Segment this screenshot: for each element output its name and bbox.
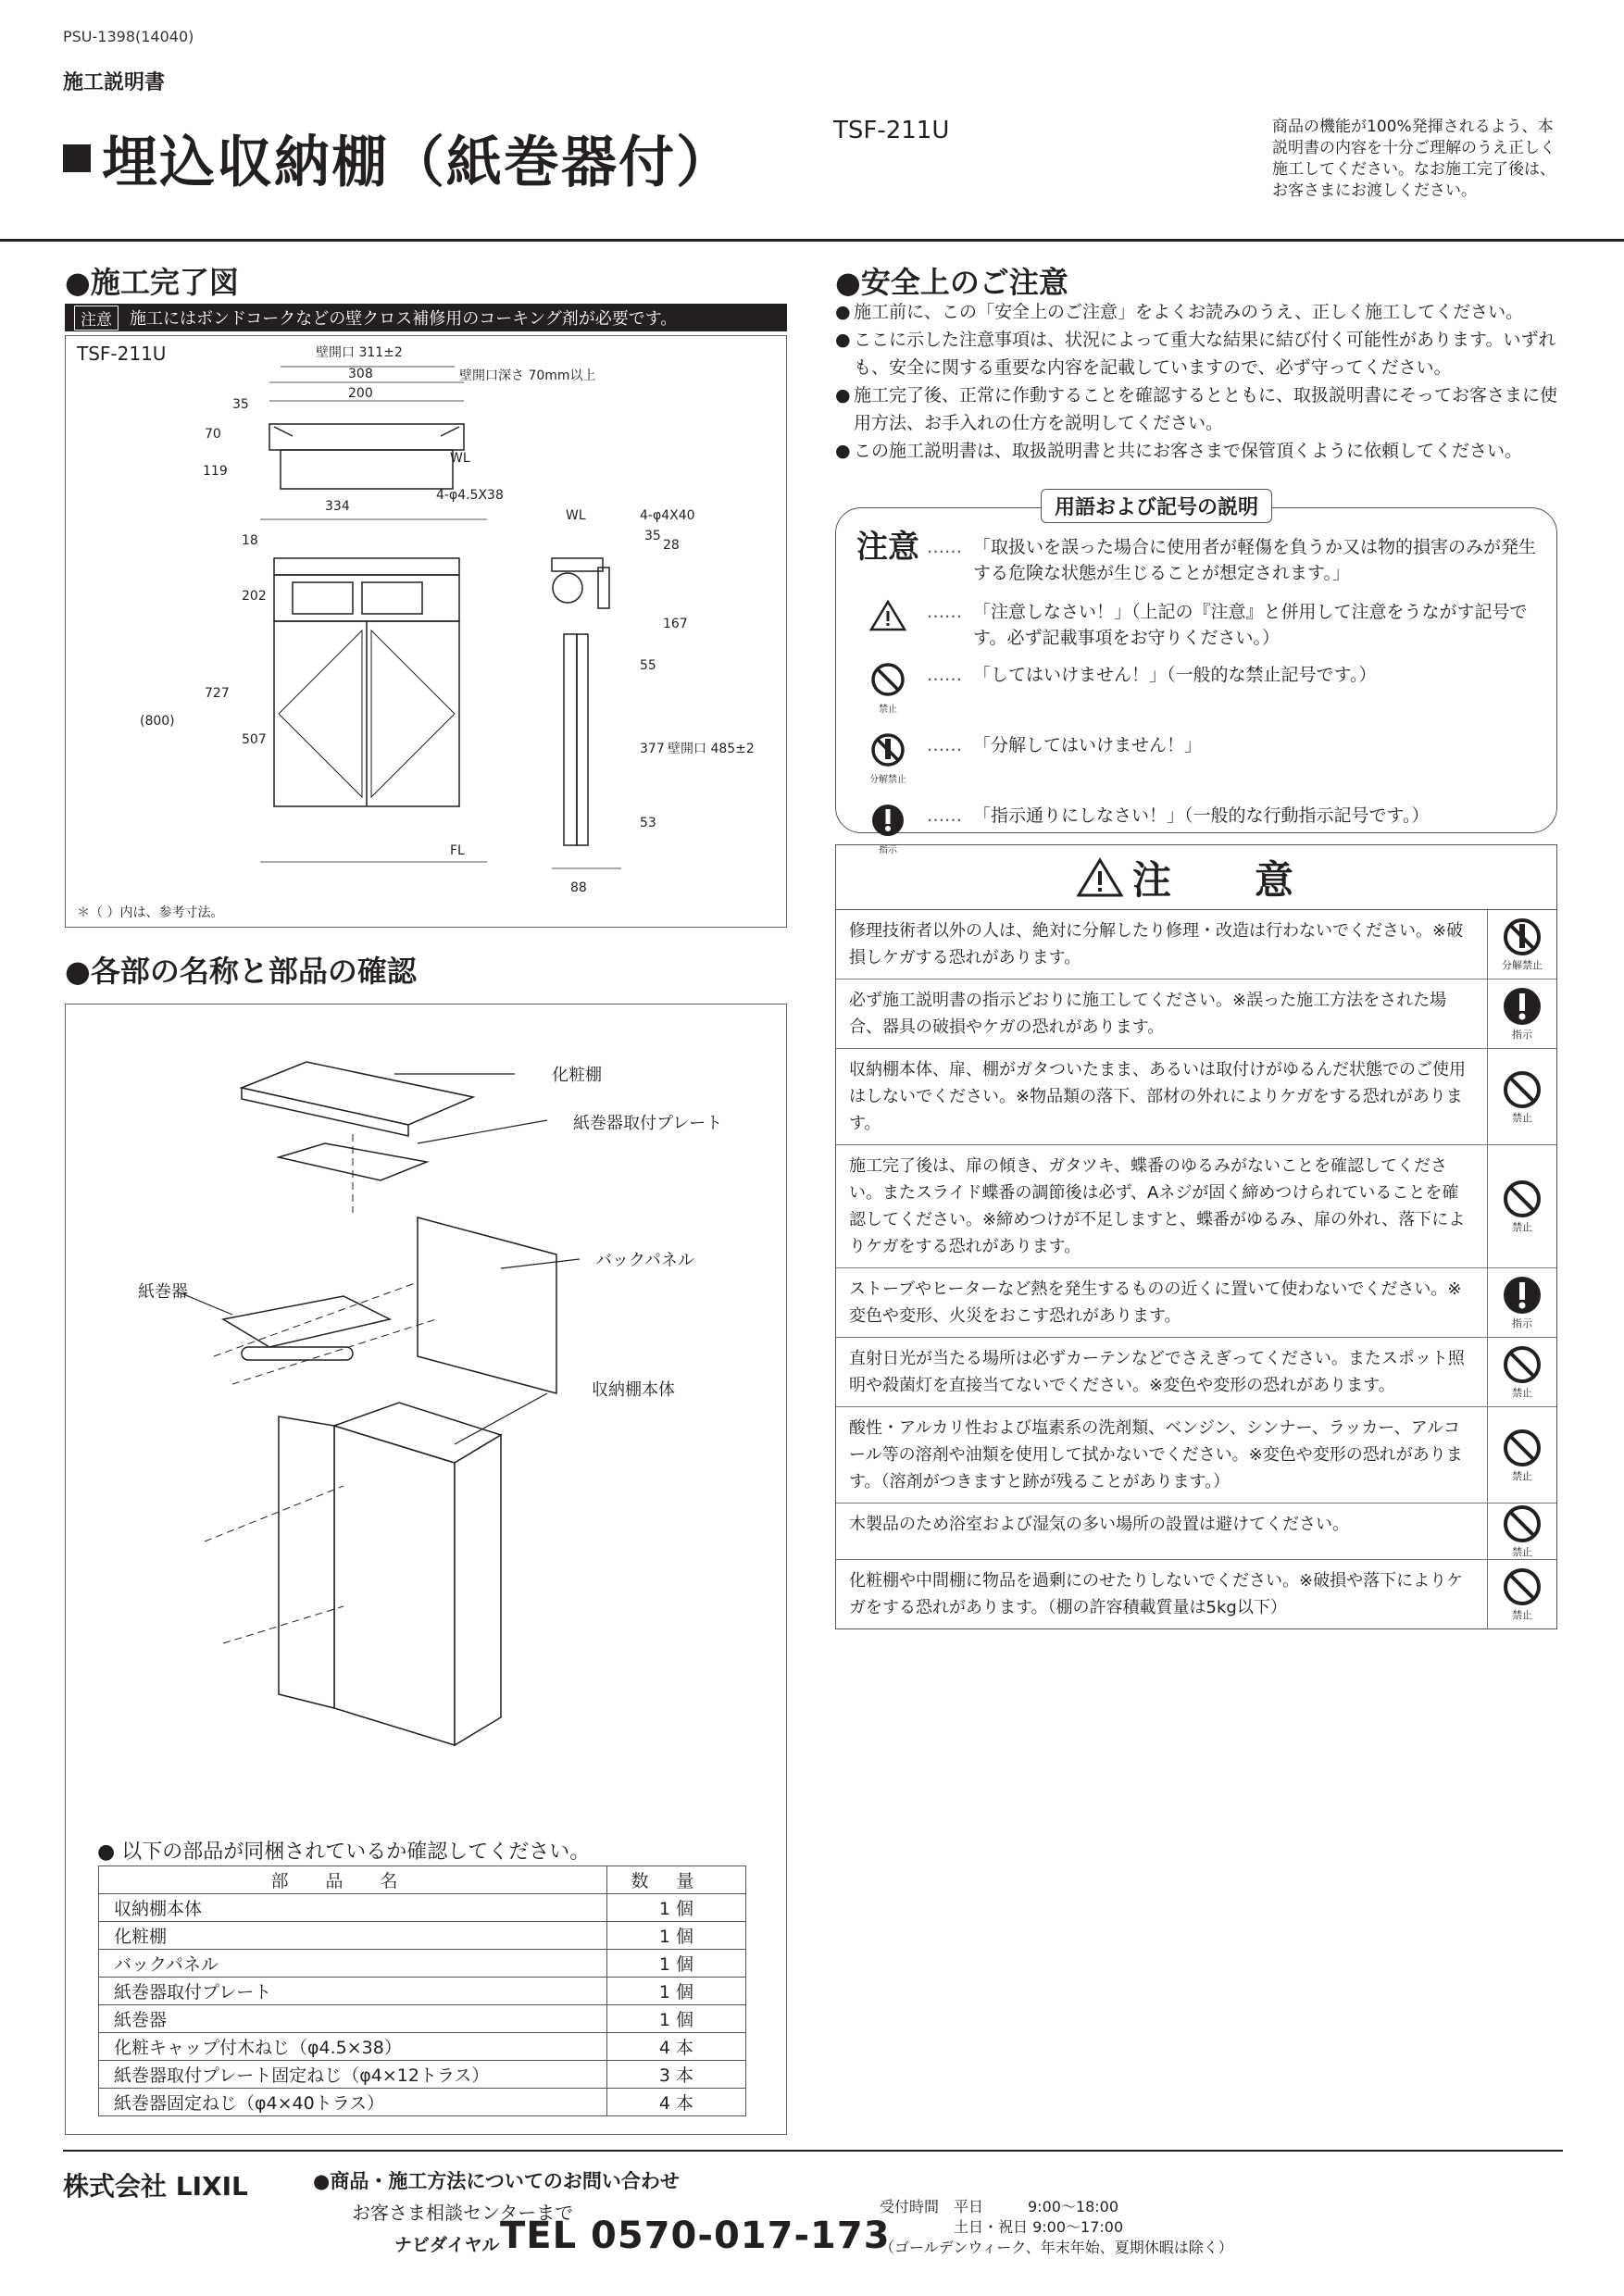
caution-row [836,1560,1556,1628]
safety-item-text: 施工前に、この「安全上のご注意」をよくお読みのうえ、正しく施工してください。 [854,302,1524,322]
hours-weekend: 土日・祝日 9:00～17:00 [954,2218,1124,2236]
part-qty: 1 個 [607,1894,746,1922]
caution-tag: 注意 [74,306,119,331]
term-row [849,529,1543,586]
holder-right [362,582,422,614]
part-qty: 1 個 [607,1950,746,1978]
caution-icon-label: 指示 [1512,1029,1532,1041]
part-qty: 4 本 [607,2033,746,2061]
parts-table-head [99,1866,746,1894]
header-rule [0,239,1624,242]
no-disassembly-icon [1488,910,1556,979]
caution-text: 化粧棚や中間棚に物品を過剰にのせたりしないでください。※破損や落下によりケガをする恐れがあります。（棚の許容積載質量は5kg以下） [836,1560,1488,1628]
caution-bar-text: 施工にはボンドコークなどの壁クロス補修用のコーキング剤が必要です。 [130,309,678,329]
table-row [99,2033,746,2061]
caution-icon-label: 禁止 [1512,1546,1532,1558]
no-disassembly-icon [849,732,927,793]
caution-text: 必ず施工説明書の指示どおりに施工してください。※誤った施工方法をされた場合、器具の破損やケガの恐れがあります。 [836,980,1488,1048]
caution-text: 収納棚本体、扉、棚がガタついたまま、あるいは取付けがゆるんだ状態でのご使用はしないでください。※物品類の落下、部材の外れによりケガをする恐れがあります。 [836,1049,1488,1144]
square-bullet-icon [63,144,91,172]
dim-screw-b: 4-φ4X40 [640,508,695,523]
table-row [99,1894,746,1922]
caution-text: ストーブやヒーターなど熱を発生するものの近くに置いて使わないでください。※変色や変形、火災をおこす恐れがあります。 [836,1268,1488,1337]
prohibit-label: 禁止 [879,705,897,715]
term-dots: …… [927,537,962,557]
label-plate: 紙巻器取付プレート [573,1114,723,1133]
part-name: バックパネル [99,1950,607,1978]
side-shelf [552,558,603,571]
section-title-safety: ●安全上のご注意 [835,265,1068,300]
tel-label: ナビダイヤル [394,2235,500,2255]
caution-row [836,1407,1556,1504]
side-roll [553,573,582,603]
dim-202: 202 [242,589,267,604]
terms-heading: 用語および記号の説明 [1041,489,1272,523]
dim-377: 377 [640,742,665,756]
caution-icon-label: 指示 [1512,1317,1532,1329]
term-text: 「取扱いを誤った場合に使用者が軽傷を負うか又は物的損害のみが発生する危険な状態が生じることが想定されます。」 [973,537,1537,583]
safety-item-text: 施工完了後、正常に作動することを確認するとともに、取扱説明書にそってお客さまに使用方法、お手入れの仕方を説明してください。 [854,385,1558,433]
caution-text: 修理技術者以外の人は、絶対に分解したり修理・改造は行わないでください。※破損しケガする恐れがあります。 [836,910,1488,979]
prohibit-icon [1488,1407,1556,1503]
terms-box [835,507,1557,855]
diagram-footnote: ＊（ ）内は、参考寸法。 [77,905,224,920]
model-number: TSF-211U [833,117,950,144]
prohibit-icon [1488,1560,1556,1628]
term-row [849,599,1543,651]
hours-weekday: 平日 9:00～18:00 [954,2198,1119,2215]
table-row [99,2005,746,2033]
dim-88: 88 [570,880,587,895]
footer-rule [63,2150,1563,2152]
col-quantity: 数量 [607,1866,746,1894]
dim-18: 18 [242,533,258,548]
term-text: 「分解してはいけません！」 [973,735,1203,755]
part-qty: 1 個 [607,1922,746,1950]
dim-wl2: WL [566,508,586,523]
dim-800: (800) [140,714,175,729]
intro-text: 商品の機能が100%発揮されるよう、本説明書の内容を十分ご理解のうえ正しく施工してください。なお施工完了後は、お客さまにお渡しください。 [1272,118,1555,200]
exploded-holder [223,1296,390,1347]
dim-wall-opening-w: 壁開口 311±2 [316,345,403,360]
doc-number: PSU-1398(14040) [63,28,194,45]
completion-diagram [65,335,787,928]
term-dots: …… [927,665,962,685]
top-view-upper [269,424,464,450]
caution-row [836,910,1556,980]
list-item: ● ここに示した注意事項は、状況によって重大な結果に結び付く可能性があります。いずれも、安全に関する重要な内容を記載していますので、必ず守ってください。 [835,326,1567,381]
caution-row [836,980,1556,1049]
term-text: 「注意しなさい！」（上記の『注意』と併用して注意をうながす記号です。必ず記載事項をお守りください。） [973,602,1528,648]
hours-note: （ゴールデンウィーク、年末年始、夏期休暇は除く） [880,2239,1233,2256]
safety-list [835,298,1567,465]
dim-wl: WL [450,451,470,466]
table-row [99,1922,746,1950]
list-item: ● 施工完了後、正常に作動することを確認するとともに、取扱説明書にそってお客さまに使用方法、お手入れの仕方を説明してください。 [835,381,1567,437]
page-title [63,119,733,198]
caution-row [836,1504,1556,1560]
col-part-name: 部品名 [99,1866,607,1894]
dim-depth-note: 壁開口深さ 70mm以上 [459,368,596,383]
part-qty: 1 個 [607,2005,746,2033]
label-body: 収納棚本体 [592,1380,675,1400]
exploded-back-panel [418,1217,556,1393]
exploded-body [334,1426,455,1745]
caution-table-title: 注 意 [1131,856,1316,903]
dim-70: 70 [205,427,221,442]
dim-727: 727 [205,686,230,701]
term-symbol-caution: 注意 [856,529,919,566]
dim-200: 200 [348,386,373,401]
caution-icon-label: 禁止 [1512,1469,1532,1482]
part-qty: 3 本 [607,2061,746,2089]
completion-drawing [66,336,788,929]
caution-rows [836,910,1556,1628]
instruction-icon [1488,1268,1556,1337]
exploded-door [279,1416,334,1708]
prohibit-icon [1488,1145,1556,1267]
dim-167: 167 [663,617,688,631]
instruction-label: 指示 [879,845,897,855]
section-title-completion: ●施工完了図 [65,265,239,300]
list-item: ● この施工説明書は、取扱説明書と共にお客さまで保管頂くように依頼してください。 [835,437,1567,465]
parts-check-text: ● 以下の部品が同梱されているか確認してください。 [97,1841,591,1864]
caution-row [836,1049,1556,1145]
table-row [99,1978,746,2005]
term-text: 「指示通りにしなさい！」（一般的な行動指示記号です。） [973,805,1430,826]
term-row [849,732,1543,793]
term-row [849,662,1543,723]
prohibit-icon [1488,1049,1556,1144]
label-back-panel: バックパネル [595,1251,694,1270]
dim-119: 119 [203,464,228,479]
prohibit-icon [1488,1504,1556,1559]
caution-table-head [836,845,1556,910]
part-qty: 1 個 [607,1978,746,2005]
tel-number: TEL 0570-017-173 [500,2215,891,2257]
contact-subtitle: お客さま相談センターまで [352,2202,574,2224]
dim-wall-opening-h: 壁開口 485±2 [668,742,755,756]
dim-screw-a: 4-φ4.5X38 [436,488,504,503]
warning-triangle-icon [1077,857,1123,898]
top-view-body [281,450,453,489]
dim-35b: 35 [644,529,661,543]
part-name: 紙巻器取付プレート固定ねじ（φ4×12トラス） [99,2061,607,2089]
contact-title: ●商品・施工方法についてのお問い合わせ [313,2170,680,2192]
company-name: 株式会社 LIXIL [63,2171,248,2202]
title-text: 埋込収納棚（紙巻器付） [102,131,733,195]
front-shelf [274,558,459,575]
part-qty: 4 本 [607,2089,746,2116]
business-hours [880,2197,1233,2258]
term-dots: …… [927,735,962,755]
safety-item-text: この施工説明書は、取扱説明書と共にお客さまで保管頂くように依頼してください。 [854,441,1523,461]
caution-row [836,1268,1556,1338]
caution-text: 施工完了後は、扉の傾き、ガタツキ、蝶番のゆるみがないことを確認してください。またスライド蝶番の調節後は必ず、Aネジが固く締めつけられていることを確認してください。※締めつけが不足しますと、蝶番がゆるみ、扉の外れ、落下によりケガをする恐れがあります。 [836,1145,1488,1267]
diagram-model-label: TSF-211U [77,343,167,365]
part-name: 紙巻器固定ねじ（φ4×40トラス） [99,2089,607,2116]
caution-icon-label: 分解禁止 [1502,959,1543,971]
caution-row [836,1145,1556,1268]
dim-fl: FL [450,843,465,858]
side-door [564,634,577,845]
hours-label: 受付時間 [880,2198,940,2215]
prohibit-icon [849,662,927,723]
table-row [99,2061,746,2089]
caution-icon-label: 禁止 [1512,1111,1532,1124]
term-text: 「してはいけません！」（一般的な禁止記号です。） [973,665,1377,685]
dim-308: 308 [348,367,373,381]
instruction-icon [1488,980,1556,1048]
no-disassembly-label: 分解禁止 [869,775,906,785]
dim-53: 53 [640,816,656,830]
dim-35: 35 [232,397,249,412]
parts-table [98,1866,746,2116]
caution-row [836,1338,1556,1407]
caution-icon-label: 禁止 [1512,1609,1532,1621]
dim-28: 28 [663,538,680,553]
section-title-parts: ●各部の名称と部品の確認 [65,954,417,989]
table-row [99,1950,746,1978]
warning-triangle-icon [849,599,927,632]
part-name: 収納棚本体 [99,1894,607,1922]
safety-item-text: ここに示した注意事項は、状況によって重大な結果に結び付く可能性があります。いずれも、安全に関する重要な内容を記載していますので、必ず守ってください。 [854,330,1556,378]
table-row [99,2089,746,2116]
list-item: ● 施工前に、この「安全上のご注意」をよくお読みのうえ、正しく施工してください。 [835,298,1567,326]
caution-text: 酸性・アルカリ性および塩素系の洗剤類、ベンジン、シンナー、ラッカー、アルコール等の溶剤や油類を使用して拭かないでください。※変色や変形の恐れがあります。（溶剤がつきますと跡が残ることがあります。） [836,1407,1488,1503]
caution-bar [65,304,787,331]
label-shelf: 化粧棚 [552,1066,602,1085]
dim-334: 334 [325,499,350,514]
label-holder: 紙巻器 [138,1282,188,1302]
holder-left [293,582,353,614]
caution-table [835,844,1557,1629]
term-dots: …… [927,805,962,826]
term-dots: …… [927,602,962,622]
doc-type: 施工説明書 [63,71,166,94]
caution-icon-label: 禁止 [1512,1221,1532,1233]
dim-55: 55 [640,658,656,673]
prohibit-icon [1488,1338,1556,1406]
part-name: 化粧棚 [99,1922,607,1950]
caution-text: 直射日光が当たる場所は必ずカーテンなどでさえぎってください。またスポット照明や殺菌灯を直接当てないでください。※変色や変形の恐れがあります。 [836,1338,1488,1406]
part-name: 紙巻器取付プレート [99,1978,607,2005]
part-name: 紙巻器 [99,2005,607,2033]
part-name: 化粧キャップ付木ねじ（φ4.5×38） [99,2033,607,2061]
dim-507: 507 [242,732,267,747]
caution-text: 木製品のため浴室および湿気の多い場所の設置は避けてください。 [836,1504,1488,1559]
caution-icon-label: 禁止 [1512,1387,1532,1399]
